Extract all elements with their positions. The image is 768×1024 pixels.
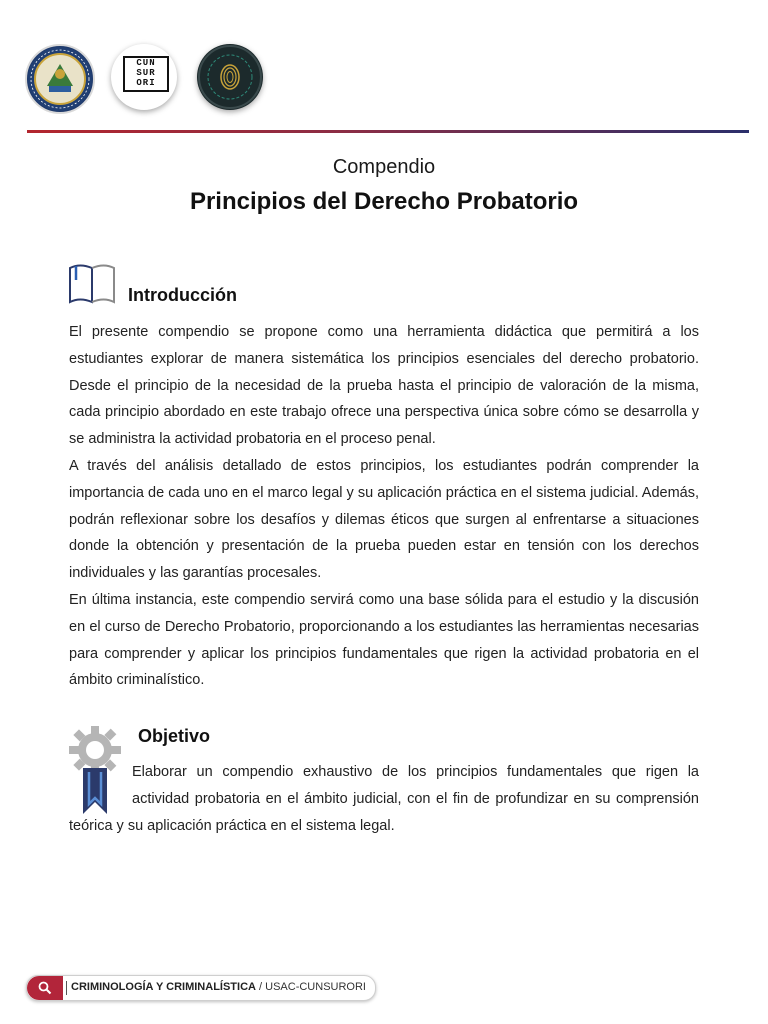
footer-institution: / USAC-CUNSURORI <box>255 981 366 993</box>
introduction-paragraph: El presente compendio se propone como una herramienta didáctica que permitirá a los estudiantes explorar de manera sistemática los principios esenciales del derecho probatorio. Desde el principio de la necesidad de la prueba hasta el principio de valoración de la misma, cada principio abordado en este trabajo ofrece una perspectiva única sobre cómo se desarrolla y se administra la actividad probatoria en el proceso penal. <box>69 324 699 448</box>
introduction-heading: Introducción <box>128 285 237 305</box>
document-subtitle: Compendio <box>332 156 436 178</box>
introduction-body <box>69 319 699 694</box>
cunsurori-logo <box>111 44 177 110</box>
footer-divider <box>66 981 67 995</box>
criminology-logo <box>197 44 263 110</box>
objective-heading: Objetivo <box>138 726 211 746</box>
footer-bar <box>26 975 376 1001</box>
introduction-paragraph: A través del análisis detallado de estos principios, los estudiantes podrán comprender la importancia de cada uno en el marco legal y su aplicación práctica en el sistema judicial. Además, podrán reflexionar sobre los desafíos y dilemas éticos que surgen al enfrentarse a situaciones donde la obtención y presentación de la prueba pueden estar en tensión con los derechos individuales y las garantías procesales. <box>69 457 699 582</box>
usac-seal-logo <box>25 44 95 114</box>
objective-body <box>69 759 699 840</box>
search-icon <box>38 981 52 995</box>
cunsurori-mark: CUN SUR ORI <box>123 56 169 92</box>
header-divider <box>27 130 749 133</box>
document-title: Principios del Derecho Probatorio <box>189 188 579 215</box>
introduction-paragraph: En última instancia, este compendio servirá como una base sólida para el estudio y la discusión en el curso de Derecho Probatorio, proporcionando a los estudiantes las herramientas necesarias para comprender y aplicar los principios fundamentales que rigen la actividad probatoria en el ámbito criminalístico. <box>69 591 699 689</box>
book-icon <box>66 260 118 306</box>
objective-text: Elaborar un compendio exhaustivo de los principios fundamentales que rigen la actividad probatoria en el ámbito judicial, con el fin de profundizar en su comprensión teórica y su aplicación práctica en el sistema legal. <box>69 764 699 834</box>
footer-search-button[interactable] <box>27 976 63 1000</box>
footer-program: CRIMINOLOGÍA Y CRIMINALÍSTICA <box>71 981 256 993</box>
footer-label <box>71 981 366 993</box>
objective-icon-spacer <box>69 759 132 811</box>
